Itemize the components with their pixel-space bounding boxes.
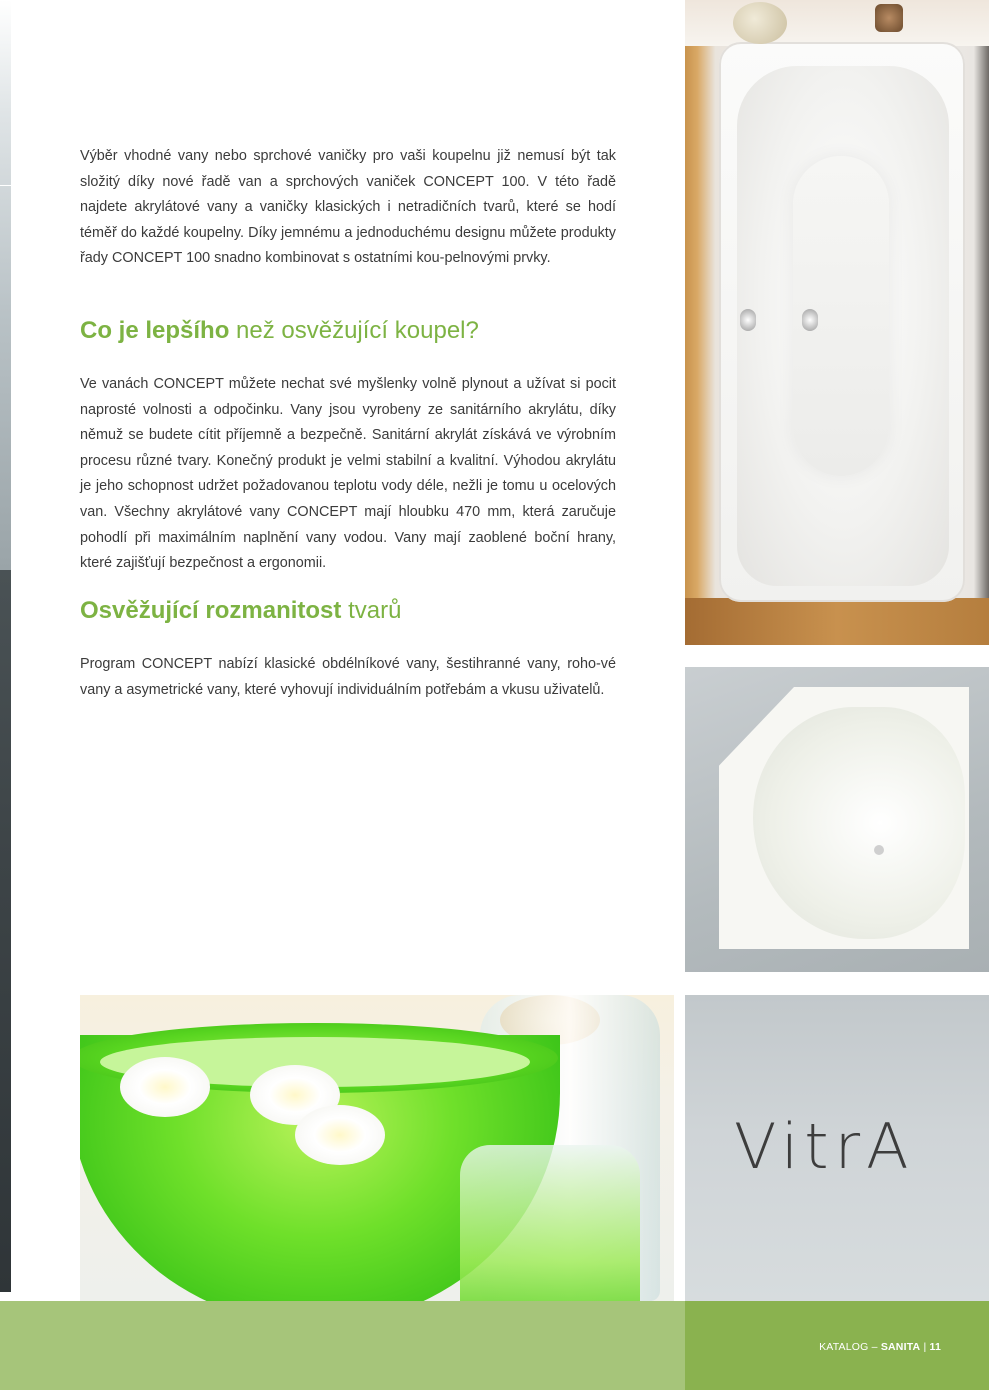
section-heading-2 xyxy=(80,596,616,626)
previous-page-edge xyxy=(0,0,11,1292)
footer-section: SANITA xyxy=(880,1341,921,1353)
heading-1-bold: Co je lepšího xyxy=(80,317,230,344)
footer-page-label xyxy=(819,1341,941,1353)
heading-1-light: než osvěžující koupel? xyxy=(229,317,479,344)
concept-paragraph: Ve vanách CONCEPT můžete nechat své myšlenky volně plynout a užívat si pocit naprosté volnosti a odpočinku. Vany jsou vyrobeny ze sanitárního akrylátu, díky němuž se budete cítit příjemně a bezpečně. Sanitární akrylát získává ve výrobním procesu různé tvary. Konečný produkt je velmi stabilní a kvalitní. Výhodou akrylátu je jeho schopnost udržet požadovanou teplotu vody déle, nežli je tomu u ocelových van. Všechny akrylátové vany CONCEPT mají hloubku 470 mm, která zaručuje pohodlí při maximálním naplnění vany vodou. Vany mají zaoblené boční hrany, které zajišťují bezpečnost a ergonomii. xyxy=(80,376,616,572)
vitra-logo: VitrA xyxy=(734,1110,915,1183)
rectangular-bathtub-photo xyxy=(685,0,989,645)
section-heading-1 xyxy=(80,316,616,346)
program-paragraph: Program CONCEPT nabízí klasické obdélníkové vany, šestihranné vany, roho-vé vany a asymetrické vany, které vyhovují individuálním potřebám a vkusu uživatelů. xyxy=(80,656,616,698)
tub-handle-icon xyxy=(740,309,756,331)
heading-2-bold: Osvěžující rozmanitost xyxy=(80,597,342,624)
page-number: 11 xyxy=(929,1341,941,1353)
footer-separator: | xyxy=(920,1341,930,1353)
heading-2-light: tvarů xyxy=(341,597,402,624)
footer-bar-left xyxy=(0,1301,685,1390)
tub-handle-icon xyxy=(802,309,818,331)
green-bowl-flowers-photo xyxy=(80,995,674,1301)
footer-prefix: KATALOG – xyxy=(819,1341,881,1353)
corner-bathtub-photo xyxy=(685,667,989,972)
drain-icon xyxy=(874,845,884,855)
intro-paragraph: Výběr vhodné vany nebo sprchové vaničky pro vaši koupelnu již nemusí být tak složitý díky nové řadě van a sprchových vaniček CONCEPT 100. V této řadě najdete akrylátové vany a vaničky klasických i netradičních tvarů, které se hodí téměř do každé koupelny. Díky jemnému a jednoduchému designu můžete produkty řady CONCEPT 100 snadno kombinovat s ostatními kou-pelnovými prvky. xyxy=(80,148,616,267)
